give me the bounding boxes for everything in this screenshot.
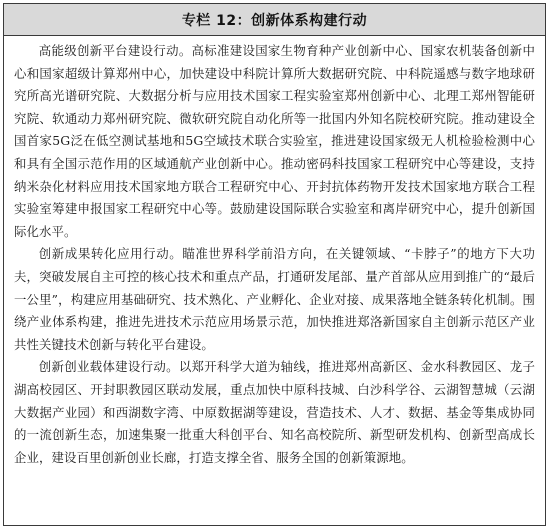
paragraph-platform-construction: 高能级创新平台建设行动。高标准建设国家生物育种产业创新中心、国家农机装备创新中心和国家超级计算郑州中心，加快建设中科院计算所大数据研究院、中科院遥感与数字地球研究所高光谱研究院、大数据分析与应用技术国家工程实验室郑州创新中心、北理工郑州智能研究院、软通动力郑州研究院、微软研究院自动化所等一批国内外知名院校研究院。推动建设全国首家5G泛在低空测试基地和5G空域技术联合实验室，推进建设国家级无人机检验检测中心和具有全国示范作用的区域通航产业创新中心。推动密码科技国家工程研究中心等建设，支持纳米杂化材料应用技术国家地方联合工程研究中心、开封抗体药物开发技术国家地方联合工程实验室筹建申报国家工程研究中心等。鼓励建设国际联合实验室和离岸研究中心，提升创新国际化水平。	[14, 43, 535, 239]
paragraph-innovation-carrier: 创新创业载体建设行动。以郑开科学大道为轴线，推进郑州高新区、金水科教园区、龙子湖高校园区、开封职教园区联动发展，重点加快中原科技城、白沙科学谷、云湖智慧城（云湖大数据产业园）和西湖数字湾、中原数据湖等建设，营造技术、人才、数据、基金等集成协同的一流创新生态，加速集聚一批重大科创平台、知名高校院所、新型研发机构、创新型高成长企业，建设百里创新创业长廊，打造支撑全省、服务全国的创新策源地。	[14, 359, 535, 465]
paragraph-achievement-transformation: 创新成果转化应用行动。瞄准世界科学前沿方向，在关键领域、“卡脖子”的地方下大功夫，突破发展自主可控的核心技术和重点产品，打通研发尾部、量产首部从应用到推广的“最后一公里”，构建应用基础研究、技术熟化、产业孵化、企业对接、成果落地全链条转化机制。围绕产业体系构建，推进先进技术示范应用场景示范，加快推进郑洛新国家自主创新示范区产业共性关键技术创新与转化平台建设。	[14, 246, 535, 352]
column-content	[4, 36, 545, 469]
column-title-bar	[4, 4, 545, 36]
column-box	[3, 3, 546, 526]
column-title: 专栏 12：创新体系构建行动	[181, 12, 368, 29]
